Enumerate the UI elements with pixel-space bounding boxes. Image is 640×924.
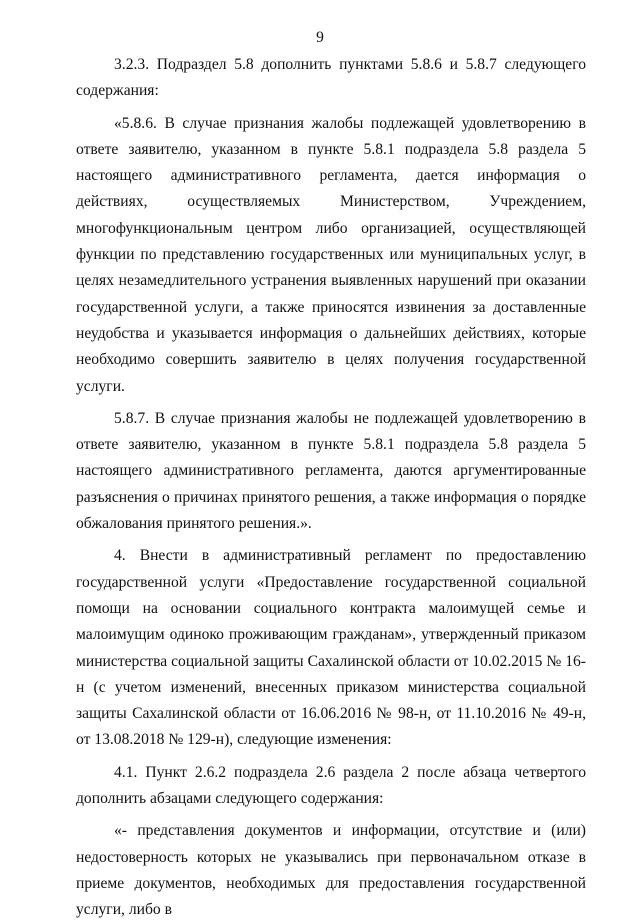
paragraph-3-2-3: 3.2.3. Подраздел 5.8 дополнить пунктами 5.8.6 и 5.8.7 следующего содержания:	[76, 56, 586, 100]
document-body	[76, 52, 586, 924]
paragraph-5-8-6: «5.8.6. В случае признания жалобы подлежащей удовлетворению в ответе заявителю, указанном в пункте 5.8.1 подраздела 5.8 раздела 5 настоящего административного регламента, дается информация о действиях, осуществляемых Министерством, Учреждением, многофункциональным центром либо организацией, осуществляющей функции по представлению государственных или муниципальных услуг, в целях незамедлительного устранения выявленных нарушений при оказании государственной услуги, а также приносятся извинения за доставленные неудобства и указывается информация о дальнейших действиях, которые необходимо совершить заявителю в целях получения государственной услуги.	[76, 114, 586, 395]
paragraph-4: 4. Внести в административный регламент по предоставлению государственной услуги «Предоставление государственной социальной помощи на основании социального контракта малоимущей семье и малоимущим одиноко проживающим гражданам», утвержденный приказом министерства социальной защиты Сахалинской области от 10.02.2015 № 16-н (с учетом изменений, внесенных приказом министерства социальной защиты Сахалинской области от 16.06.2016 № 98-н, от 11.10.2016 № 49-н, от 13.08.2018 № 129-н), следующие изменения:	[76, 547, 586, 749]
paragraph-4-1: 4.1. Пункт 2.6.2 подраздела 2.6 раздела 2 после абзаца четвертого дополнить абзацами следующего содержания:	[76, 763, 586, 808]
page-number: 9	[316, 29, 324, 46]
paragraph-quote-start: «- представления документов и информации, отсутствие и (или) недостоверность которых не указывались при первоначальном отказе в приеме документов, необходимых для предоставления государственной услуги, либо в	[76, 822, 586, 919]
paragraph-5-8-7: 5.8.7. В случае признания жалобы не подлежащей удовлетворению в ответе заявителю, указанном в пункте 5.8.1 подраздела 5.8 раздела 5 настоящего административного регламента, даются аргументированные разъяснения о причинах принятого решения, а также информация о порядке обжалования принятого решения.».	[76, 409, 586, 533]
